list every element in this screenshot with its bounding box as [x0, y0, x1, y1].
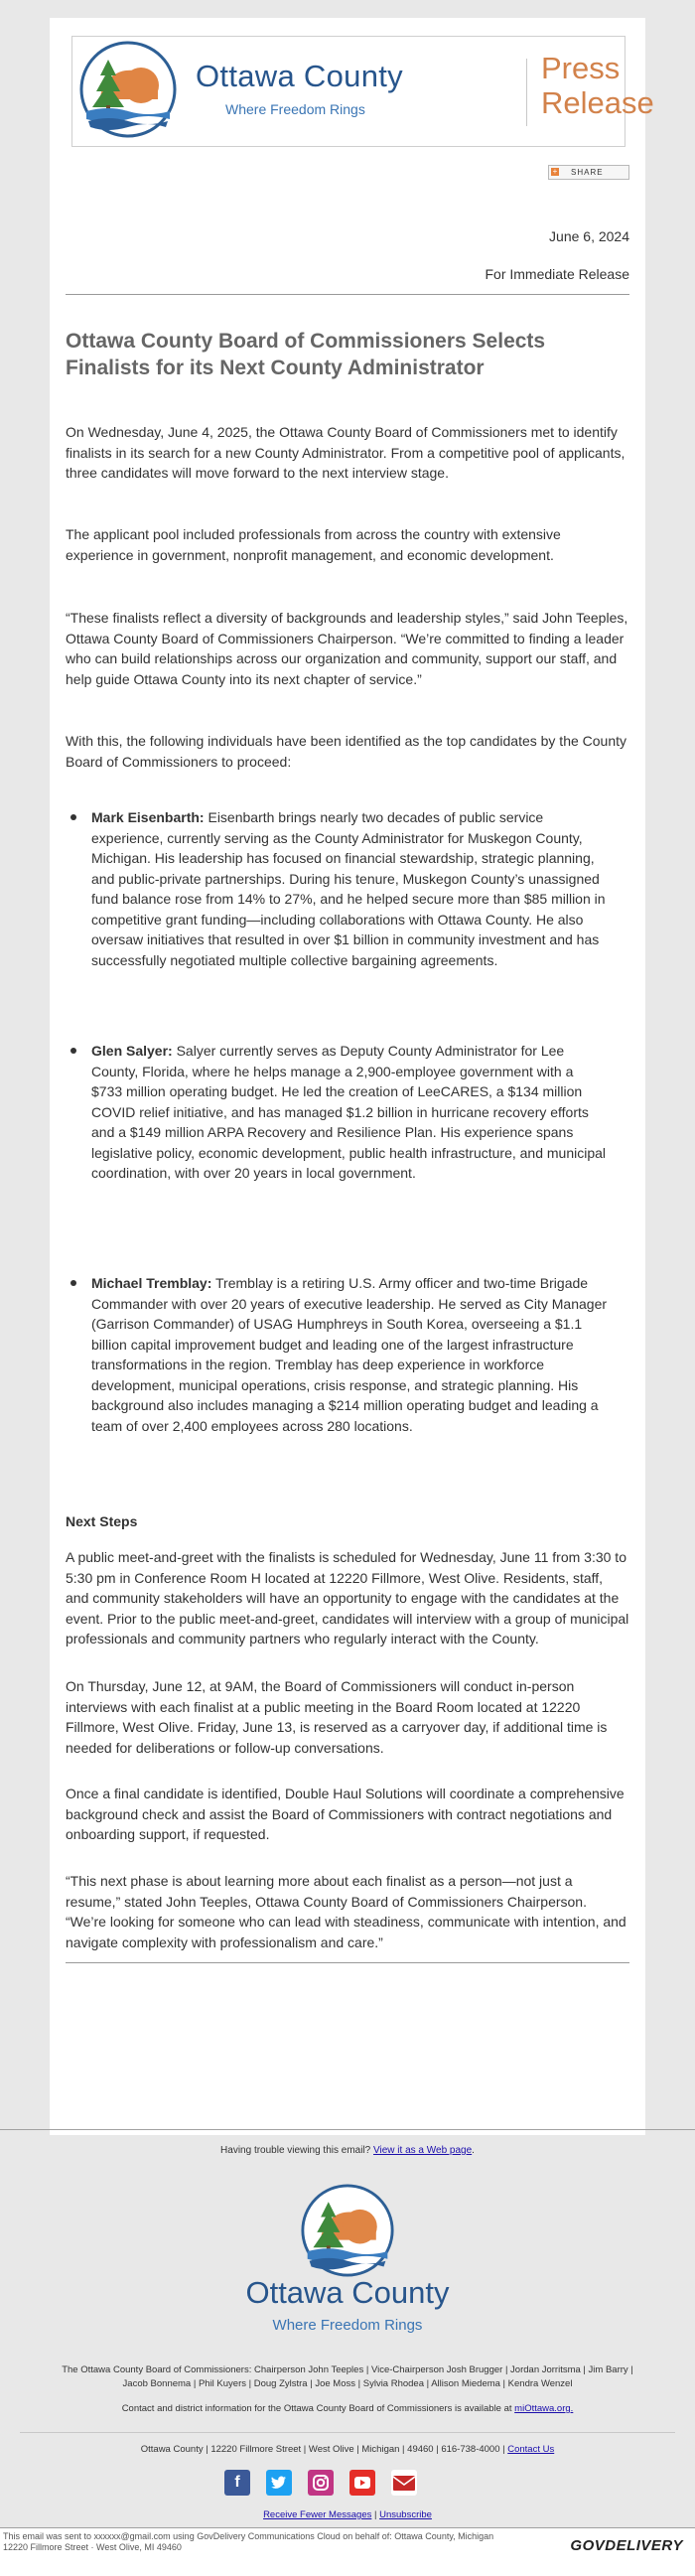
address-text: Ottawa County | 12220 Fillmore Street | West Olive | Michigan | 49460 | 616-738-4000 | [140, 2444, 508, 2455]
press-line-2: Release [541, 85, 654, 120]
divider [66, 1962, 629, 1963]
paragraph-meet-and-greet: A public meet-and-greet with the finalists is scheduled for Wednesday, June 11 from 3:30 to 5:30 pm in Conference Room H located at 12220 Fillmore, West Olive. Residents, staff, and community stakeholders will have an opportunity to engage with the candidates at the event. Prior to the public meet-and-greet, candidates will interview with a group of municipal professionals and community partners who regularly interact with the County. [66, 1549, 629, 1646]
candidate-item [91, 807, 608, 970]
commissioners-line: Jacob Bonnema | Phil Kuyers | Doug Zylstra | Joe Moss | Sylvia Rhodea | Allison Miedema | Kendra Wenzel [122, 2378, 573, 2389]
share-button[interactable] [548, 165, 629, 180]
header-banner [71, 36, 654, 147]
candidate-name: Mark Eisenbarth: [91, 809, 205, 825]
candidate-bio: Tremblay is a retiring U.S. Army officer and two-time Brigade Commander with over 20 years of executive leadership. He served as City Manager (Garrison Commander) of USAG Humphreys in South Korea, overseeing a $1.1 billion capital improvement budget and leading one of the largest infrastructure transformations in the region. Tremblay has deep experience in workforce development, municipal operations, crisis response, and strategic planning. His background also includes managing a $214 million operating budget and leading a team of over 2,400 employees across 280 locations. [91, 1275, 608, 1434]
footer-divider [0, 2527, 695, 2528]
paragraph-candidates-intro: With this, the following individuals have been identified as the top candidates by the County Board of Commissioners to proceed: [66, 733, 627, 770]
footer-brand-tagline: Where Freedom Rings [272, 2317, 423, 2334]
brand-name: Ottawa County [196, 59, 403, 93]
contact-us-link[interactable]: Contact Us [507, 2444, 555, 2455]
unsubscribe-link[interactable]: Unsubscribe [379, 2509, 432, 2520]
candidate-item [91, 1041, 608, 1184]
release-note: For Immediate Release [485, 266, 629, 282]
candidate-name: Michael Tremblay: [91, 1275, 212, 1291]
social-links [222, 2470, 481, 2500]
footer-logo [300, 2183, 395, 2278]
trouble-end: . [472, 2145, 475, 2156]
sender-address: 12220 Fillmore Street · West Olive, MI 49460 [3, 2542, 182, 2552]
divider [66, 294, 629, 295]
trouble-text: Having trouble viewing this email? [220, 2145, 374, 2156]
footer-brand-name: Ottawa County [245, 2275, 450, 2310]
candidate-bio: Eisenbarth brings nearly two decades of public service experience, currently serving as the County Administrator for Muskegon County, Michigan. His leadership has focused on financial stewardship, strategic planning, and public-private partnerships. During his tenure, Muskegon County’s unassigned fund balance rose from 14% to 27%, and he helped secure more than $85 million in competitive grant funding—including collaborations with Ottawa County. He also oversaw initiatives that resulted in over $1 billion in community investment and has successfully negotiated multiple collective bargaining agreements. [91, 809, 606, 968]
footer-divider [0, 2129, 695, 2130]
address-line [0, 2444, 695, 2455]
press-release-label [541, 51, 654, 120]
commissioners-list [0, 2363, 695, 2391]
paragraph-background-check: Once a final candidate is identified, Double Haul Solutions will coordinate a comprehensive background check and assist the Board of Commissioners with contract negotiations and onboarding support, if requested. [66, 1786, 625, 1842]
separator: | [371, 2509, 380, 2520]
contact-info [0, 2403, 695, 2414]
sender-footer [0, 2527, 695, 2576]
paragraph-chair-quote: “These finalists reflect a diversity of backgrounds and leadership styles,” said John Teeples, Ottawa County Board of Commissioners Chairperson. “We’re committed to finding a leader who can build relationships across our organization and community, support our staff, and help guide Ottawa County into its next chapter of service.” [66, 610, 628, 687]
banner-divider [526, 59, 527, 126]
miottawa-link[interactable]: miOttawa.org. [514, 2403, 574, 2414]
paragraph-intro: On Wednesday, June 4, 2025, the Ottawa County Board of Commissioners met to identify finalists in its search for a new County Administrator. From a competitive pool of applicants, three candidates will move forward to the next interview stage. [66, 424, 626, 481]
subscription-links [0, 2509, 695, 2520]
release-date: June 6, 2024 [549, 228, 629, 244]
receive-fewer-link[interactable]: Receive Fewer Messages [263, 2509, 372, 2520]
plus-icon: + [552, 167, 558, 176]
bullet-icon [70, 1048, 76, 1054]
candidate-item [91, 1273, 608, 1436]
sender-line: This email was sent to xxxxxx@gmail.com using GovDelivery Communications Cloud on behalf of: Ottawa County, Michigan [3, 2531, 494, 2541]
sender-info [3, 2531, 559, 2553]
email-card [50, 18, 654, 2135]
paragraph-applicant-pool: The applicant pool included professionals from across the country with extensive experience in government, nonprofit management, and economic development. [66, 526, 561, 563]
paragraph-closing-quote: “This next phase is about learning more about each finalist as a person—not just a resume,” stated John Teeples, Ottawa County Board of Commissioners Chairperson. “We’re looking for someone who can lead with steadiness, communicate with intention, and navigate complexity with professionalism and care.” [66, 1873, 626, 1950]
contact-text: Contact and district information for the Ottawa County Board of Commissioners is available at [121, 2403, 515, 2414]
bullet-icon [70, 1280, 76, 1286]
bullet-icon [70, 814, 76, 820]
article-title: Ottawa County Board of Commissioners Selects Finalists for its Next County Administrator [66, 330, 546, 379]
govdelivery-logo[interactable]: GOVDELIVERY [570, 2537, 683, 2554]
email-icon[interactable] [391, 2470, 417, 2496]
commissioners-line: The Ottawa County Board of Commissioners: Chairperson John Teeples | Vice-Chairperson Josh Brugger | Jordan Jorritsma | Jim Barry | [62, 2364, 633, 2375]
youtube-icon[interactable] [349, 2470, 375, 2496]
facebook-icon[interactable]: f [224, 2470, 250, 2496]
twitter-icon[interactable] [266, 2470, 292, 2496]
ottawa-county-logo [78, 40, 178, 139]
candidate-name: Glen Salyer: [91, 1043, 173, 1059]
share-label: SHARE [571, 168, 604, 177]
paragraph-interviews: On Thursday, June 12, at 9AM, the Board of Commissioners will conduct in-person interviews with each finalist at a public meeting in the Board Room located at 12220 Fillmore, West Olive. Friday, June 13, is reserved as a carryover day, if additional time is needed for deliberations or follow-up conversations. [66, 1678, 608, 1756]
footer-divider [20, 2432, 675, 2433]
trouble-viewing [0, 2145, 695, 2156]
press-line-1: Press [541, 51, 621, 85]
web-page-link[interactable]: View it as a Web page [373, 2145, 473, 2156]
candidate-bio: Salyer currently serves as Deputy County Administrator for Lee County, Florida, where he helps manage a 2,900-employee government with a $733 million operating budget. He led the creation of LeeCARES, a $134 million COVID relief initiative, and has managed $1.2 billion in hurricane recovery efforts and a $149 million ARPA Recovery and Resilience Plan. His experience spans legislative policy, economic development, public health infrastructure, and municipal coordination, with over 20 years in local government. [91, 1043, 607, 1181]
instagram-icon[interactable] [308, 2470, 334, 2496]
brand-tagline: Where Freedom Rings [225, 101, 365, 117]
next-steps-heading: Next Steps [66, 1513, 138, 1529]
